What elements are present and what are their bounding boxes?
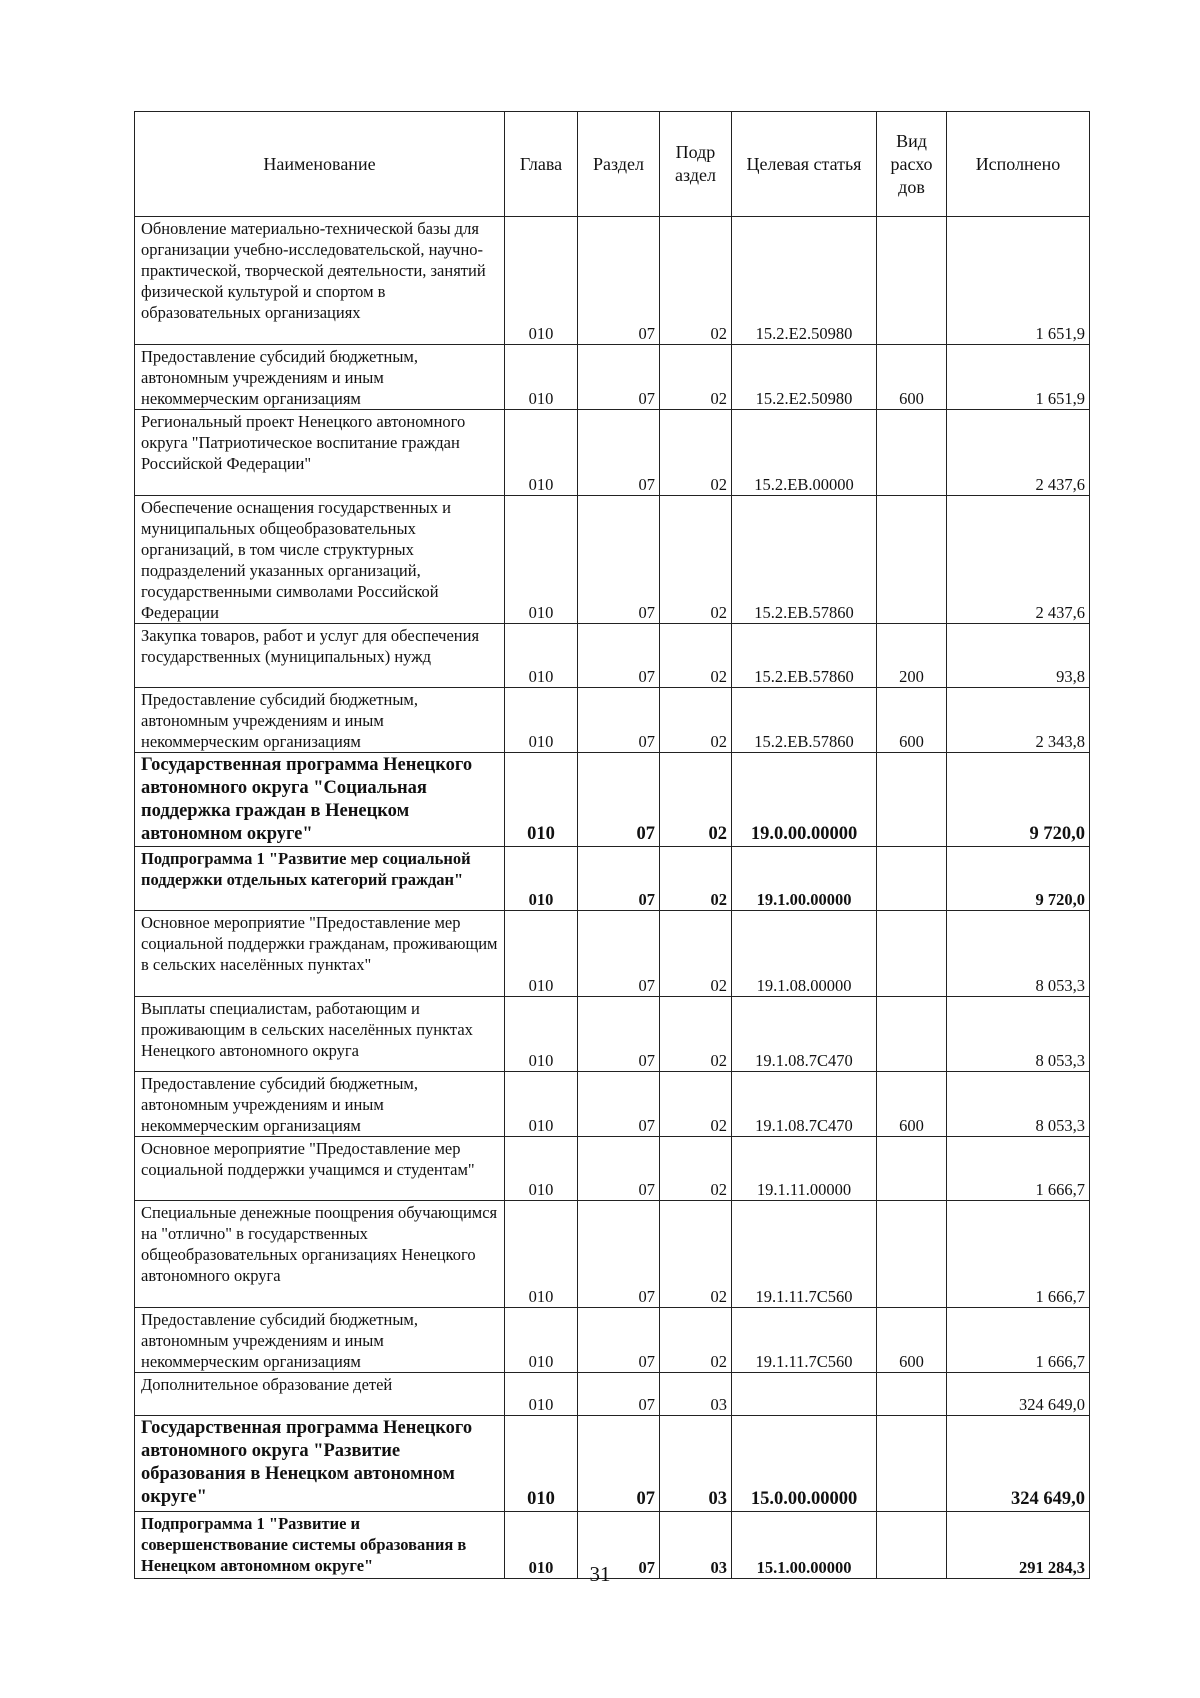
cell-section: 07 bbox=[578, 496, 660, 624]
header-expense-type: Вид расхо дов bbox=[877, 112, 947, 217]
cell-section: 07 bbox=[578, 847, 660, 911]
cell-section: 07 bbox=[578, 1201, 660, 1308]
cell-expense-type bbox=[877, 847, 947, 911]
cell-target: 19.1.11.00000 bbox=[732, 1137, 877, 1201]
table-header-row bbox=[135, 112, 1090, 217]
cell-name: Предоставление субсидий бюджетным, автономным учреждениям и иным некоммерческим организациям bbox=[135, 688, 505, 753]
table-row bbox=[135, 688, 1090, 753]
cell-section: 07 bbox=[578, 1308, 660, 1373]
cell-subsection: 02 bbox=[660, 345, 732, 410]
table-row bbox=[135, 410, 1090, 496]
cell-name: Закупка товаров, работ и услуг для обеспечения государственных (муниципальных) нужд bbox=[135, 624, 505, 688]
cell-chapter: 010 bbox=[505, 847, 578, 911]
cell-subsection: 02 bbox=[660, 753, 732, 847]
cell-expense-type bbox=[877, 1373, 947, 1416]
header-target: Целевая статья bbox=[732, 112, 877, 217]
cell-executed: 2 343,8 bbox=[947, 688, 1090, 753]
cell-chapter: 010 bbox=[505, 911, 578, 997]
cell-executed: 93,8 bbox=[947, 624, 1090, 688]
cell-section: 07 bbox=[578, 997, 660, 1072]
header-chapter: Глава bbox=[505, 112, 578, 217]
table-body bbox=[135, 217, 1090, 1579]
table-row bbox=[135, 847, 1090, 911]
cell-name: Подпрограмма 1 "Развитие мер социальной поддержки отдельных категорий граждан" bbox=[135, 847, 505, 911]
table-row bbox=[135, 753, 1090, 847]
cell-expense-type: 200 bbox=[877, 624, 947, 688]
cell-section: 07 bbox=[578, 1373, 660, 1416]
cell-target: 19.1.08.7C470 bbox=[732, 1072, 877, 1137]
header-executed: Исполнено bbox=[947, 112, 1090, 217]
cell-expense-type bbox=[877, 1201, 947, 1308]
cell-executed: 8 053,3 bbox=[947, 911, 1090, 997]
cell-expense-type bbox=[877, 217, 947, 345]
table-row bbox=[135, 1373, 1090, 1416]
table-row bbox=[135, 624, 1090, 688]
cell-target: 19.1.08.7C470 bbox=[732, 997, 877, 1072]
cell-section: 07 bbox=[578, 1137, 660, 1201]
cell-chapter: 010 bbox=[505, 624, 578, 688]
cell-section: 07 bbox=[578, 1416, 660, 1512]
cell-name: Основное мероприятие "Предоставление мер социальной поддержки гражданам, проживающим в сельских населённых пунктах" bbox=[135, 911, 505, 997]
cell-chapter: 010 bbox=[505, 688, 578, 753]
cell-target: 19.1.11.7C560 bbox=[732, 1201, 877, 1308]
table-row bbox=[135, 217, 1090, 345]
cell-chapter: 010 bbox=[505, 217, 578, 345]
table-row bbox=[135, 1416, 1090, 1512]
cell-subsection: 02 bbox=[660, 624, 732, 688]
cell-target: 19.0.00.00000 bbox=[732, 753, 877, 847]
cell-chapter: 010 bbox=[505, 1137, 578, 1201]
cell-target: 19.1.11.7C560 bbox=[732, 1308, 877, 1373]
cell-executed: 291 284,3 bbox=[947, 1512, 1090, 1579]
cell-subsection: 02 bbox=[660, 1072, 732, 1137]
header-subsection: Подр аздел bbox=[660, 112, 732, 217]
cell-executed: 324 649,0 bbox=[947, 1373, 1090, 1416]
cell-target: 15.1.00.00000 bbox=[732, 1512, 877, 1579]
cell-executed: 1 666,7 bbox=[947, 1137, 1090, 1201]
cell-section: 07 bbox=[578, 217, 660, 345]
cell-expense-type bbox=[877, 1416, 947, 1512]
cell-chapter: 010 bbox=[505, 1072, 578, 1137]
cell-name: Обеспечение оснащения государственных и муниципальных общеобразовательных организаций, в том числе структурных подразделений указанных организаций, государственными символами Российской Федерации bbox=[135, 496, 505, 624]
cell-executed: 8 053,3 bbox=[947, 997, 1090, 1072]
cell-chapter: 010 bbox=[505, 410, 578, 496]
cell-expense-type bbox=[877, 496, 947, 624]
header-name: Наименование bbox=[135, 112, 505, 217]
cell-executed: 2 437,6 bbox=[947, 496, 1090, 624]
cell-name: Выплаты специалистам, работающим и проживающим в сельских населённых пунктах Ненецкого автономного округа bbox=[135, 997, 505, 1072]
cell-subsection: 02 bbox=[660, 217, 732, 345]
cell-name: Обновление материально-технической базы для организации учебно-исследовательской, научно-практической, творческой деятельности, занятий физической культурой и спортом в образовательных организациях bbox=[135, 217, 505, 345]
cell-expense-type: 600 bbox=[877, 1308, 947, 1373]
cell-subsection: 02 bbox=[660, 997, 732, 1072]
table-row bbox=[135, 911, 1090, 997]
cell-name: Государственная программа Ненецкого автономного округа "Социальная поддержка граждан в Ненецком автономном округе" bbox=[135, 753, 505, 847]
table-row bbox=[135, 496, 1090, 624]
cell-chapter: 010 bbox=[505, 1201, 578, 1308]
cell-expense-type bbox=[877, 410, 947, 496]
cell-name: Предоставление субсидий бюджетным, автономным учреждениям и иным некоммерческим организациям bbox=[135, 1072, 505, 1137]
page-number: 31 bbox=[589, 1562, 611, 1586]
cell-section: 07 bbox=[578, 410, 660, 496]
cell-subsection: 02 bbox=[660, 410, 732, 496]
cell-expense-type bbox=[877, 753, 947, 847]
cell-subsection: 03 bbox=[660, 1512, 732, 1579]
cell-target: 15.2.EB.57860 bbox=[732, 624, 877, 688]
cell-name: Региональный проект Ненецкого автономного округа "Патриотическое воспитание граждан Российской Федерации" bbox=[135, 410, 505, 496]
cell-chapter: 010 bbox=[505, 1512, 578, 1579]
cell-section: 07 bbox=[578, 345, 660, 410]
cell-executed: 1 651,9 bbox=[947, 345, 1090, 410]
cell-subsection: 03 bbox=[660, 1373, 732, 1416]
cell-chapter: 010 bbox=[505, 496, 578, 624]
budget-execution-table bbox=[134, 111, 1090, 1579]
cell-name: Основное мероприятие "Предоставление мер социальной поддержки учащимся и студентам" bbox=[135, 1137, 505, 1201]
cell-target: 15.2.E2.50980 bbox=[732, 345, 877, 410]
cell-name: Специальные денежные поощрения обучающимся на "отлично" в государственных общеобразовательных организациях Ненецкого автономного округа bbox=[135, 1201, 505, 1308]
cell-subsection: 02 bbox=[660, 496, 732, 624]
cell-expense-type bbox=[877, 1137, 947, 1201]
cell-subsection: 03 bbox=[660, 1416, 732, 1512]
table-row bbox=[135, 1072, 1090, 1137]
cell-expense-type: 600 bbox=[877, 688, 947, 753]
cell-subsection: 02 bbox=[660, 847, 732, 911]
cell-section: 07 bbox=[578, 1512, 660, 1579]
cell-section: 07 bbox=[578, 753, 660, 847]
cell-executed: 8 053,3 bbox=[947, 1072, 1090, 1137]
cell-name: Предоставление субсидий бюджетным, автономным учреждениям и иным некоммерческим организациям bbox=[135, 1308, 505, 1373]
cell-executed: 1 666,7 bbox=[947, 1201, 1090, 1308]
cell-section: 07 bbox=[578, 911, 660, 997]
table-row bbox=[135, 997, 1090, 1072]
table-row bbox=[135, 1308, 1090, 1373]
cell-chapter: 010 bbox=[505, 753, 578, 847]
cell-target: 15.0.00.00000 bbox=[732, 1416, 877, 1512]
cell-target: 19.1.08.00000 bbox=[732, 911, 877, 997]
cell-target: 15.2.E2.50980 bbox=[732, 217, 877, 345]
table-row bbox=[135, 345, 1090, 410]
header-section: Раздел bbox=[578, 112, 660, 217]
cell-subsection: 02 bbox=[660, 1137, 732, 1201]
cell-chapter: 010 bbox=[505, 1373, 578, 1416]
cell-name: Подпрограмма 1 "Развитие и совершенствование системы образования в Ненецком автономном округе" bbox=[135, 1512, 505, 1579]
cell-name: Государственная программа Ненецкого автономного округа "Развитие образования в Ненецком автономном округе" bbox=[135, 1416, 505, 1512]
cell-subsection: 02 bbox=[660, 1201, 732, 1308]
cell-section: 07 bbox=[578, 1072, 660, 1137]
cell-executed: 324 649,0 bbox=[947, 1416, 1090, 1512]
cell-target: 15.2.EB.00000 bbox=[732, 410, 877, 496]
cell-name: Дополнительное образование детей bbox=[135, 1373, 505, 1416]
table-row bbox=[135, 1137, 1090, 1201]
cell-expense-type bbox=[877, 911, 947, 997]
cell-executed: 9 720,0 bbox=[947, 753, 1090, 847]
cell-chapter: 010 bbox=[505, 997, 578, 1072]
cell-subsection: 02 bbox=[660, 1308, 732, 1373]
cell-executed: 2 437,6 bbox=[947, 410, 1090, 496]
cell-executed: 9 720,0 bbox=[947, 847, 1090, 911]
cell-section: 07 bbox=[578, 688, 660, 753]
cell-chapter: 010 bbox=[505, 1308, 578, 1373]
cell-chapter: 010 bbox=[505, 345, 578, 410]
cell-expense-type: 600 bbox=[877, 345, 947, 410]
cell-target bbox=[732, 1373, 877, 1416]
cell-subsection: 02 bbox=[660, 688, 732, 753]
cell-expense-type bbox=[877, 997, 947, 1072]
cell-target: 15.2.EB.57860 bbox=[732, 496, 877, 624]
cell-expense-type: 600 bbox=[877, 1072, 947, 1137]
cell-section: 07 bbox=[578, 624, 660, 688]
cell-target: 19.1.00.00000 bbox=[732, 847, 877, 911]
cell-executed: 1 666,7 bbox=[947, 1308, 1090, 1373]
cell-name: Предоставление субсидий бюджетным, автономным учреждениям и иным некоммерческим организациям bbox=[135, 345, 505, 410]
cell-chapter: 010 bbox=[505, 1416, 578, 1512]
cell-executed: 1 651,9 bbox=[947, 217, 1090, 345]
cell-target: 15.2.EB.57860 bbox=[732, 688, 877, 753]
table-row bbox=[135, 1201, 1090, 1308]
cell-subsection: 02 bbox=[660, 911, 732, 997]
